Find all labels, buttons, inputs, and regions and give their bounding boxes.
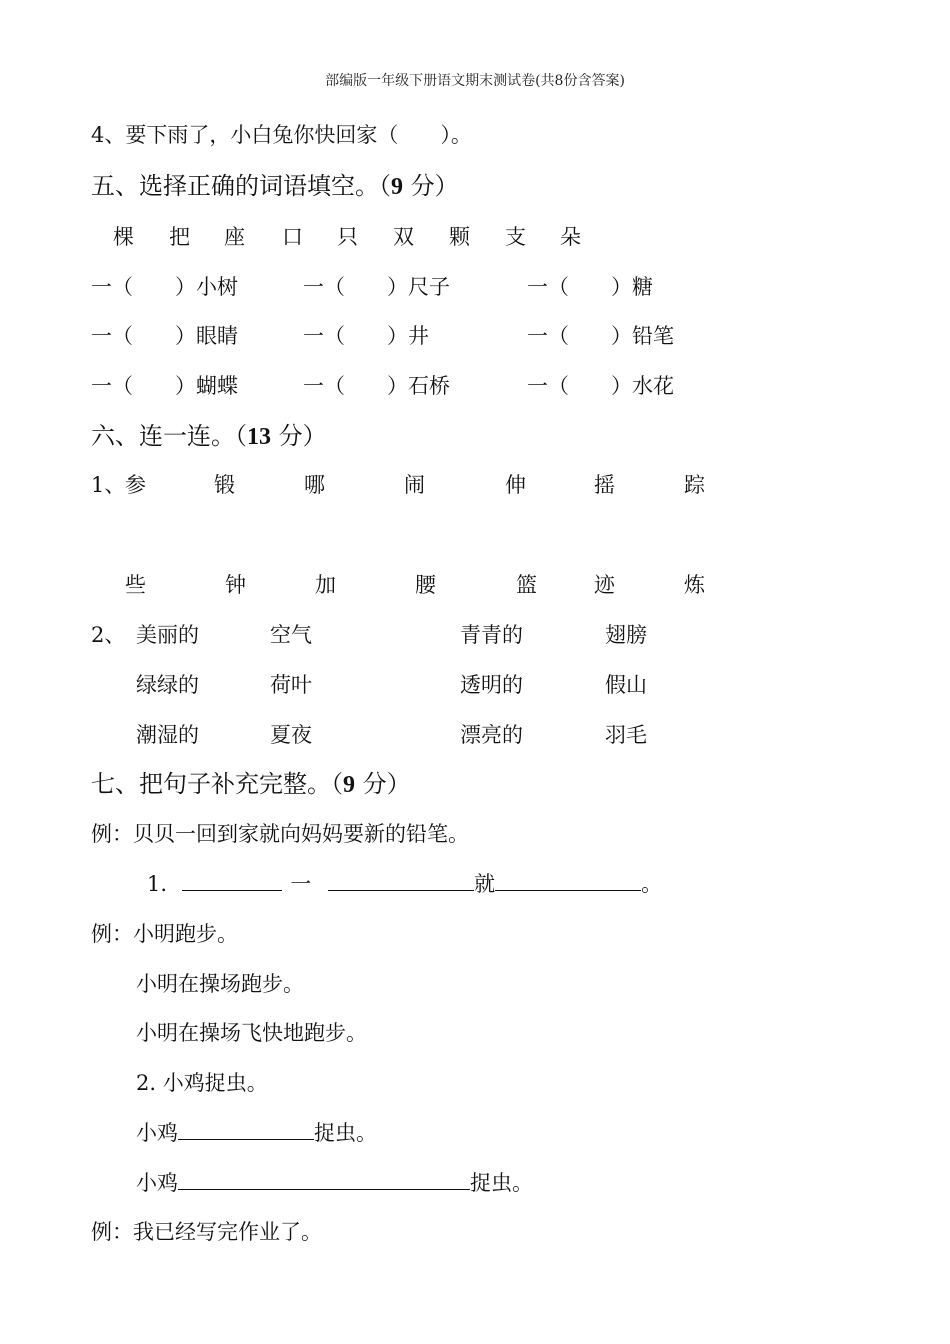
word-bank-item: 把	[169, 225, 190, 249]
match-char-bottom: 迹	[594, 573, 615, 597]
match-char-top: 伸	[505, 473, 526, 497]
fill-item: 一（ ）铅笔	[527, 324, 674, 348]
match-word: 青青的	[460, 623, 523, 647]
word-bank-item: 朵	[560, 225, 581, 249]
question-1-line	[147, 868, 662, 898]
question-2-line-a	[136, 1117, 377, 1147]
section-7-title-text: 七、把句子补充完整。（	[91, 770, 343, 798]
match-char-top: 锻	[214, 473, 235, 497]
section-5-title	[91, 166, 459, 201]
match-char-bottom: 篮	[516, 573, 537, 597]
match-word: 假山	[605, 673, 647, 697]
match-part-1-label: 1、	[91, 473, 126, 497]
question-2b-suffix: 捉虫。	[470, 1171, 533, 1195]
example-2-expanded: 小明在操场跑步。	[136, 972, 304, 996]
match-char-bottom: 钟	[225, 573, 246, 597]
example-1: 例：贝贝一回到家就向妈妈要新的铅笔。	[91, 822, 469, 846]
section-7-title-end: 分）	[355, 770, 411, 798]
match-char-top: 闹	[404, 473, 425, 497]
section-7-title	[91, 764, 411, 799]
blank-field[interactable]	[328, 870, 474, 891]
word-bank-item: 口	[282, 225, 303, 249]
question-1-yi: 一	[290, 872, 312, 896]
example-2-expanded-more: 小明在操场飞快地跑步。	[136, 1021, 367, 1045]
blank-field[interactable]	[178, 1119, 314, 1140]
match-part-2-label: 2、	[91, 623, 126, 647]
match-word: 荷叶	[270, 673, 312, 697]
match-char-top: 参	[125, 473, 146, 497]
section-5-title-end: 分）	[403, 172, 459, 200]
match-word: 透明的	[460, 673, 523, 697]
section-6-score: 13	[247, 424, 271, 450]
fill-item: 一（ ）糖	[527, 275, 653, 299]
example-3: 例：我已经写完作业了。	[91, 1220, 322, 1244]
match-char-top: 踪	[684, 473, 705, 497]
word-bank-item: 棵	[113, 225, 134, 249]
question-2-prompt: 2. 小鸡捉虫。	[136, 1071, 268, 1095]
match-word: 羽毛	[605, 723, 647, 747]
section-7-score: 9	[343, 772, 355, 798]
match-word: 空气	[270, 623, 312, 647]
fill-item: 一（ ）石桥	[303, 374, 450, 398]
match-word: 翅膀	[605, 623, 647, 647]
section-6-title-end: 分）	[271, 422, 327, 450]
section-5-score: 9	[391, 174, 403, 200]
blank-field[interactable]	[178, 1169, 470, 1190]
match-word: 漂亮的	[460, 723, 523, 747]
word-bank-item: 座	[224, 225, 245, 249]
match-word: 夏夜	[270, 723, 312, 747]
question-2-line-b	[136, 1167, 533, 1197]
fill-item: 一（ ）眼睛	[91, 324, 238, 348]
word-bank-item: 双	[393, 225, 414, 249]
fill-item: 一（ ）蝴蝶	[91, 374, 238, 398]
example-2: 例：小明跑步。	[91, 922, 238, 946]
word-bank-item: 颗	[449, 225, 470, 249]
match-char-bottom: 炼	[684, 573, 705, 597]
question-1-end: 。	[641, 872, 663, 896]
question-4-line: 4、要下雨了，小白兔你快回家（ ）。	[91, 123, 472, 147]
fill-item: 一（ ）尺子	[303, 275, 450, 299]
fill-item: 一（ ）小树	[91, 275, 238, 299]
question-1-number: 1.	[147, 872, 168, 896]
question-2a-suffix: 捉虫。	[314, 1121, 377, 1145]
word-bank-item: 支	[505, 225, 526, 249]
match-char-bottom: 加	[315, 573, 336, 597]
section-6-title-text: 六、连一连。（	[91, 422, 247, 450]
match-char-bottom: 腰	[415, 573, 436, 597]
section-6-title	[91, 416, 327, 451]
section-5-title-text: 五、选择正确的词语填空。（	[91, 172, 391, 200]
match-word: 绿绿的	[136, 673, 199, 697]
match-char-top: 摇	[594, 473, 615, 497]
match-char-bottom: 些	[125, 573, 146, 597]
page-header: 部编版一年级下册语文期末测试卷(共8份含答案)	[325, 73, 625, 89]
match-char-top: 哪	[304, 473, 325, 497]
question-2b-prefix: 小鸡	[136, 1171, 178, 1195]
word-bank-item: 只	[337, 225, 358, 249]
fill-item: 一（ ）水花	[527, 374, 674, 398]
blank-field[interactable]	[495, 870, 641, 891]
question-1-jiu: 就	[474, 872, 496, 896]
fill-item: 一（ ）井	[303, 324, 429, 348]
question-2a-prefix: 小鸡	[136, 1121, 178, 1145]
blank-field[interactable]	[182, 870, 282, 891]
match-word: 潮湿的	[136, 723, 199, 747]
match-word: 美丽的	[136, 623, 199, 647]
